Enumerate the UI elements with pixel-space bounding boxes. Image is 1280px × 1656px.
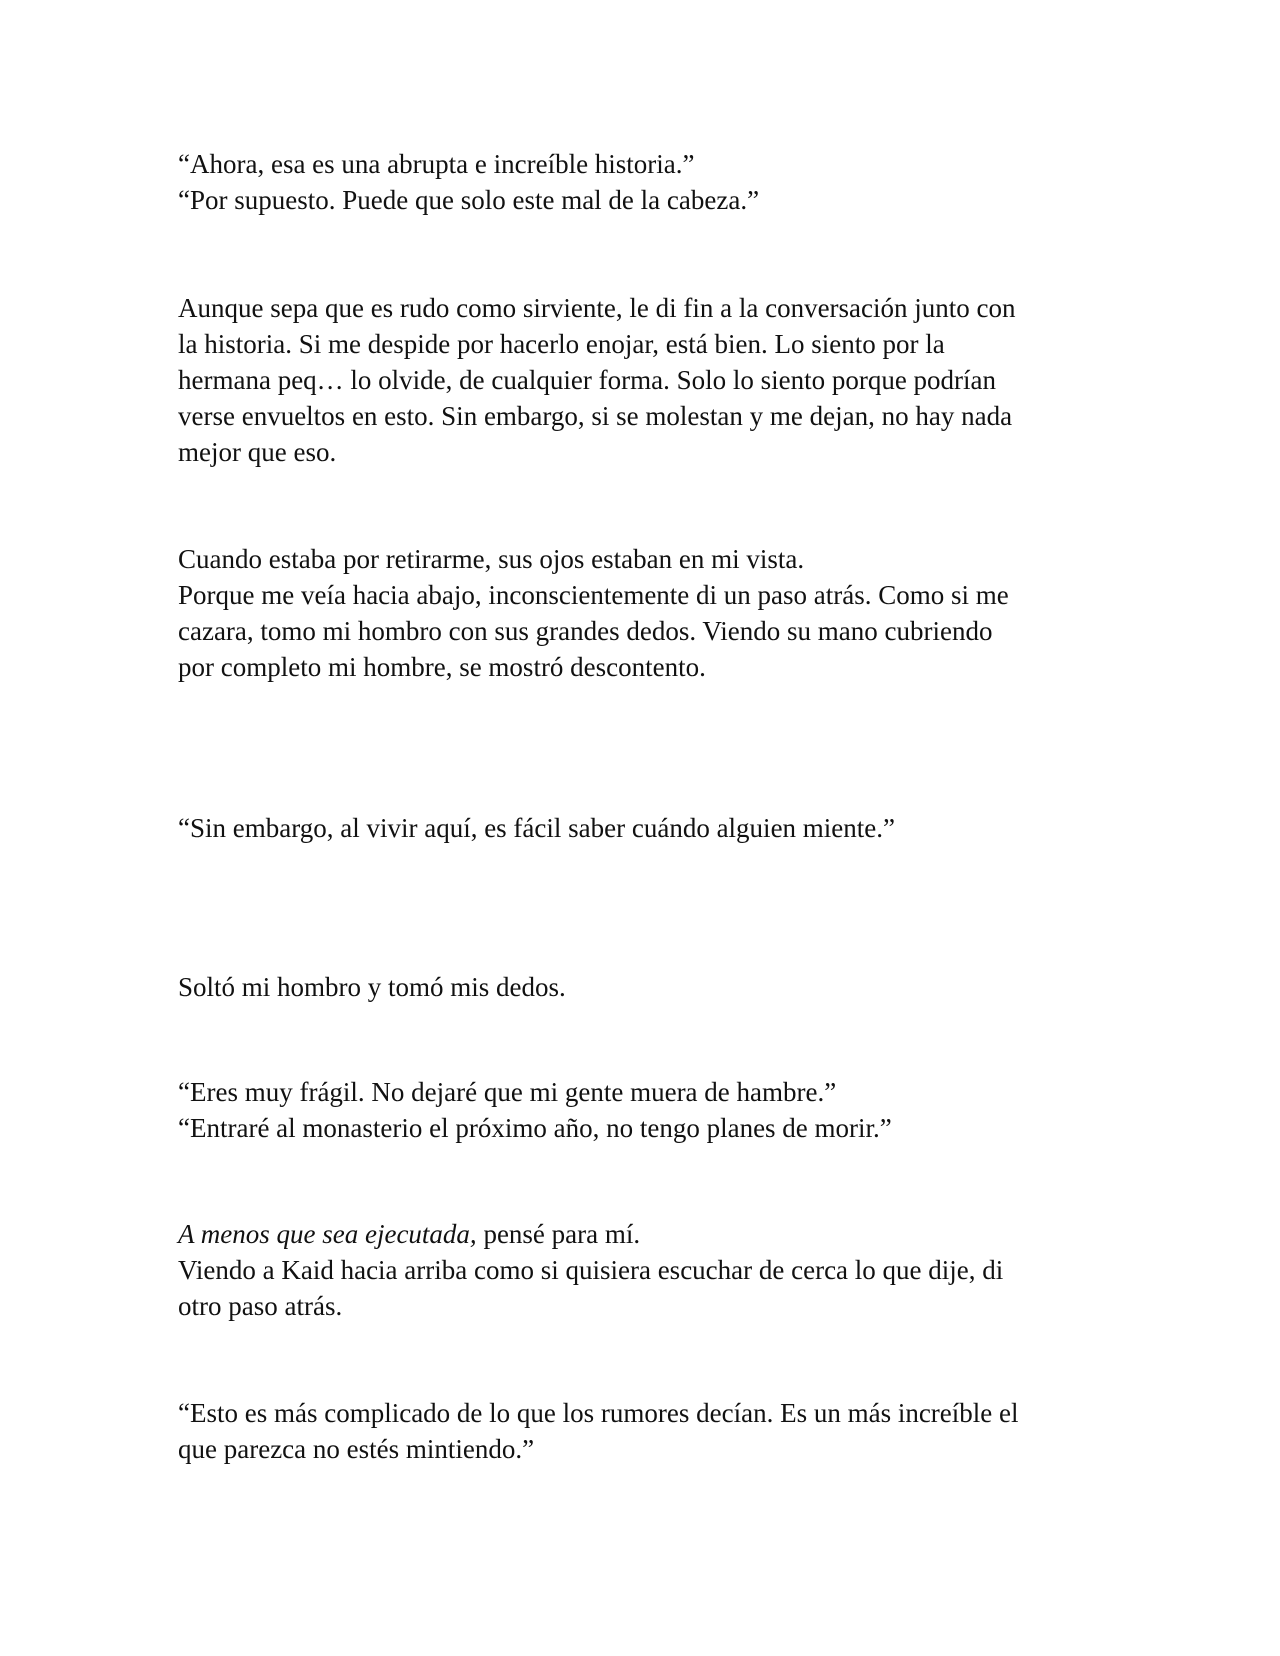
text-line: mejor que eso. — [178, 437, 337, 467]
italic-thought: A menos que sea ejecutada, — [178, 1219, 477, 1249]
thought-tail: pensé para mí. — [476, 1219, 641, 1249]
thought-line — [178, 1216, 1118, 1252]
text-line: “Entraré al monasterio el próximo año, no tengo planes de morir.” — [178, 1113, 892, 1143]
text-line: “Ahora, esa es una abrupta e increíble historia.” — [178, 149, 695, 179]
text-line: que parezca no estés mintiendo.” — [178, 1434, 535, 1464]
text-line: “Sin embargo, al vivir aquí, es fácil saber cuándo alguien miente.” — [178, 813, 896, 843]
text-line: hermana peq… lo olvide, de cualquier forma. Solo lo siento porque podrían — [178, 365, 997, 395]
text-line: Viendo a Kaid hacia arriba como si quisiera escuchar de cerca lo que dije, di — [178, 1255, 1004, 1285]
text-line: cazara, tomo mi hombro con sus grandes dedos. Viendo su mano cubriendo — [178, 616, 993, 646]
text-line: por completo mi hombre, se mostró descontento. — [178, 652, 706, 682]
text-line: Porque me veía hacia abajo, inconscientemente di un paso atrás. Como si me — [178, 580, 1009, 610]
text-line: Soltó mi hombro y tomó mis dedos. — [178, 972, 566, 1002]
text-line: “Por supuesto. Puede que solo este mal de la cabeza.” — [178, 185, 760, 215]
text-line: Aunque sepa que es rudo como sirviente, le di fin a la conversación junto con — [178, 293, 1016, 323]
text-line: la historia. Si me despide por hacerlo enojar, está bien. Lo siento por la — [178, 329, 945, 359]
text-line: verse envueltos en esto. Sin embargo, si se molestan y me dejan, no hay nada — [178, 401, 1013, 431]
text-line: “Esto es más complicado de lo que los rumores decían. Es un más increíble el — [178, 1398, 1019, 1428]
text-line: “Eres muy frágil. No dejaré que mi gente muera de hambre.” — [178, 1077, 837, 1107]
text-line: otro paso atrás. — [178, 1291, 343, 1321]
text-line: Cuando estaba por retirarme, sus ojos estaban en mi vista. — [178, 544, 805, 574]
